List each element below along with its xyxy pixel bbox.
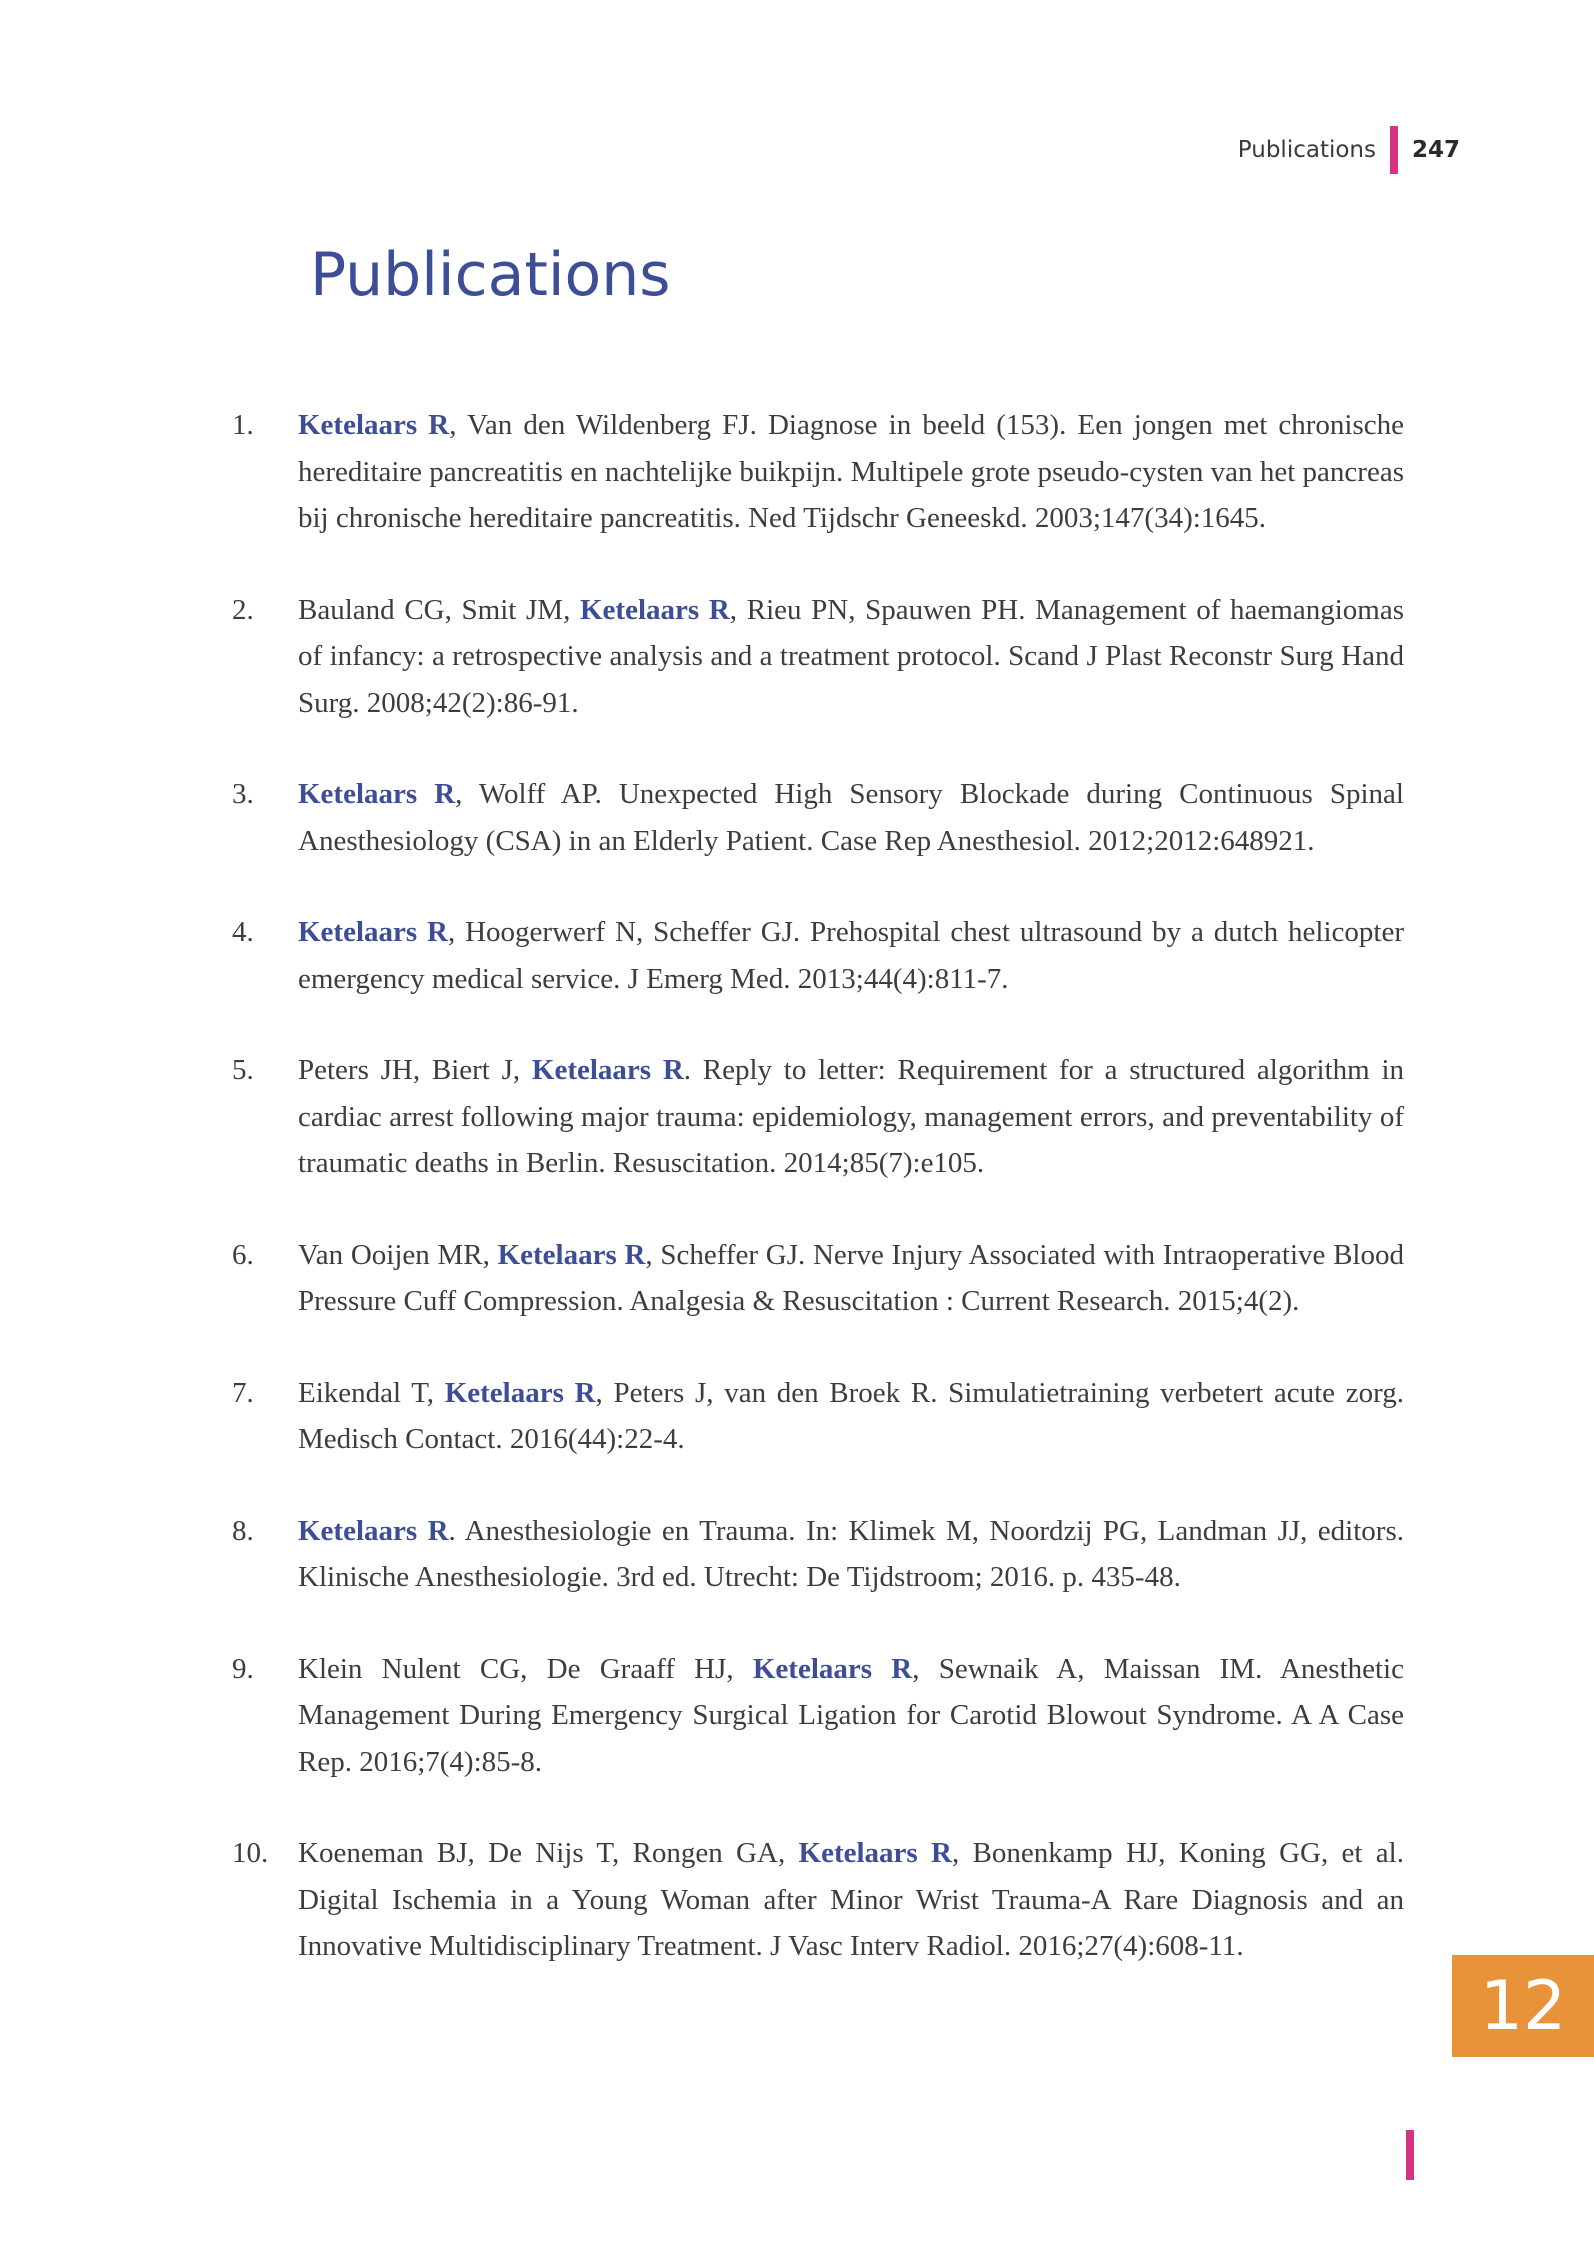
highlighted-author: Ketelaars R (298, 1514, 449, 1547)
publication-citation: , Hoogerwerf N, Scheffer GJ. Prehospital chest ultrasound by a dutch helicopter emergency medical service. J Emerg Med. 2013;44(4):811-7. (298, 916, 1404, 995)
highlighted-author: Ketelaars R (531, 1054, 684, 1086)
publication-pre-authors: Peters JH, Biert J, (298, 1054, 532, 1086)
running-title: Publications (1237, 137, 1376, 163)
publication-item-6 (232, 1232, 1404, 1325)
publication-citation: , Wolff AP. Unexpected High Sensory Blockade during Continuous Spinal Anesthesiology (CSA) in an Elderly Patient. Case Rep Anesthesiol. 2012;2012:648921. (298, 778, 1404, 857)
highlighted-author: Ketelaars R (752, 1652, 913, 1685)
header-accent-bar (1390, 126, 1398, 174)
highlighted-author: Ketelaars R (497, 1238, 646, 1271)
publication-citation: , Van den Wildenberg FJ. Diagnose in beeld (153). Een jongen met chronische hereditaire pancreatitis en nachtelijke buikpijn. Multipele grote pseudo-cysten van het pancreas bij chronische hereditaire pancreatitis. Ned Tijdschr Geneeskd. 2003;147(34):1645. (298, 409, 1405, 534)
publication-number: 8. (232, 1514, 254, 1547)
publication-number: 1. (232, 409, 254, 441)
running-header (1238, 126, 1460, 174)
page-title: Publications (310, 240, 671, 310)
publication-citation: , Sewnaik A, Maissan IM. Anesthetic Management During Emergency Surgical Ligation for Carotid Blowout Syndrome. A A Case Rep. 2016;7(4):85-8. (298, 1652, 1404, 1778)
publication-citation: , Bonenkamp HJ, Koning GG, et al. Digital Ischemia in a Young Woman after Minor Wrist Trauma-A Rare Diagnosis and an Innovative Multidisciplinary Treatment. J Vasc Interv Radiol. 2016;27(4):608-11. (298, 1837, 1404, 1962)
highlighted-author: Ketelaars R (580, 593, 730, 626)
page-number: 247 (1411, 137, 1460, 163)
publication-item-9 (232, 1646, 1404, 1786)
publication-number: 9. (232, 1652, 254, 1685)
publication-citation: , Peters J, van den Broek R. Simulatietraining verbetert acute zorg. Medisch Contact. 2016(44):22-4. (298, 1376, 1404, 1455)
publication-item-3 (232, 771, 1404, 864)
publication-pre-authors: Koeneman BJ, De Nijs T, Rongen GA, (298, 1837, 799, 1869)
highlighted-author: Ketelaars R (798, 1837, 952, 1869)
publication-number: 5. (232, 1054, 254, 1086)
publication-item-1 (232, 402, 1404, 542)
publication-citation: . Anesthesiologie en Trauma. In: Klimek M, Noordzij PG, Landman JJ, editors. Klinische Anesthesiologie. 3rd ed. Utrecht: De Tijdstroom; 2016. p. 435-48. (298, 1514, 1404, 1593)
publication-number: 7. (232, 1376, 254, 1409)
publication-citation: , Rieu PN, Spauwen PH. Management of haemangiomas of infancy: a retrospective analysis and a treatment protocol. Scand J Plast Reconstr Surg Hand Surg. 2008;42(2):86-91. (298, 593, 1404, 719)
publication-number: 10. (232, 1837, 269, 1869)
publication-pre-authors: Bauland CG, Smit JM, (298, 593, 580, 626)
publication-number: 4. (232, 916, 254, 948)
highlighted-author: Ketelaars R (444, 1376, 596, 1409)
publication-item-4 (232, 909, 1404, 1002)
publication-citation: . Reply to letter: Requirement for a structured algorithm in cardiac arrest following major trauma: epidemiology, management errors, and preventability of traumatic deaths in Berlin. Resuscitation. 2014;85(7):e105. (298, 1054, 1404, 1179)
publication-list (232, 402, 1404, 2015)
highlighted-author: Ketelaars R (298, 778, 456, 810)
publication-item-8 (232, 1508, 1404, 1601)
chapter-tab: 12 (1452, 1955, 1594, 2057)
publication-item-2 (232, 587, 1404, 727)
publication-item-10 (232, 1830, 1404, 1970)
highlighted-author: Ketelaars R (298, 409, 450, 441)
publication-item-5 (232, 1047, 1404, 1187)
publication-number: 6. (232, 1238, 254, 1271)
publication-pre-authors: Klein Nulent CG, De Graaff HJ, (298, 1652, 753, 1685)
publication-item-7 (232, 1370, 1404, 1463)
highlighted-author: Ketelaars R (298, 916, 448, 948)
publication-number: 3. (232, 778, 254, 810)
publication-pre-authors: Eikendal T, (298, 1376, 445, 1409)
publication-number: 2. (232, 593, 254, 626)
publication-pre-authors: Van Ooijen MR, (298, 1238, 498, 1271)
footer-accent-bar (1406, 2130, 1414, 2180)
publication-citation: , Scheffer GJ. Nerve Injury Associated with Intraoperative Blood Pressure Cuff Compression. Analgesia & Resuscitation : Current Research. 2015;4(2). (298, 1238, 1404, 1317)
